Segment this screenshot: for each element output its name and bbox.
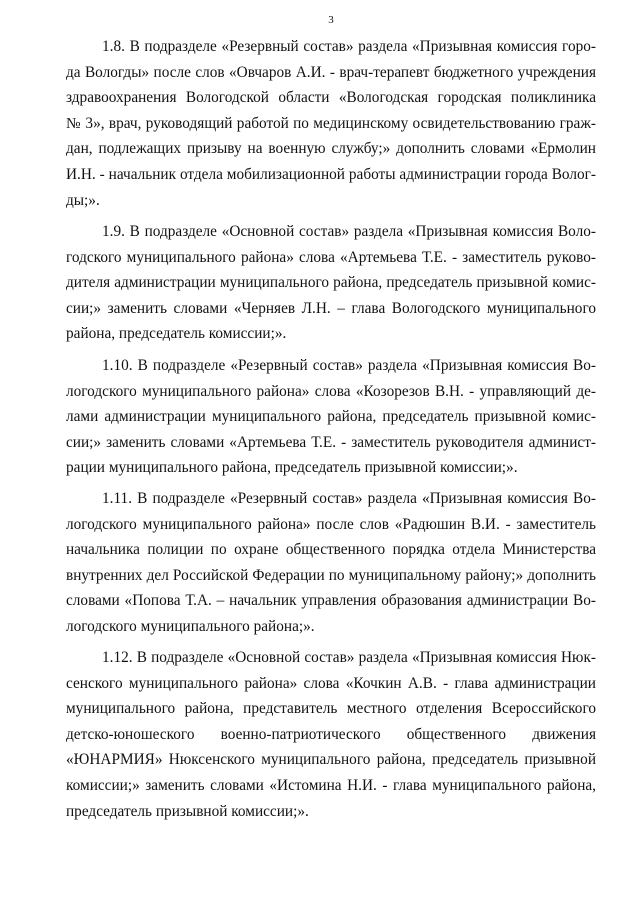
text-line: годского муниципального района» слова «Артемьева Т.Е. - заместитель руково- — [66, 248, 596, 266]
page-number: 3 — [328, 14, 334, 26]
text-line: словами «Попова Т.А. – начальник управления образования администрации Во- — [66, 592, 596, 610]
text-line: логодского муниципального района» слова «Козорезов В.Н. - управляющий де- — [66, 382, 596, 400]
text-line: 1.8. В подразделе «Резервный состав» раздела «Призывная комиссия горо- — [102, 38, 596, 55]
text-line: сии;» заменить словами «Черняев Л.Н. – глава Вологодского муниципального — [66, 299, 596, 317]
text-line: ды;». — [66, 191, 100, 209]
text-line: сенского муниципального района» слова «Кочкин А.В. - глава администрации — [66, 674, 596, 692]
text-line: И.Н. - начальник отдела мобилизационной работы администрации города Волог- — [66, 165, 596, 183]
text-line: 1.12. В подразделе «Основной состав» раздела «Призывная комиссия Нюк- — [102, 649, 596, 666]
text-line: 1.9. В подразделе «Основной состав» раздела «Призывная комиссия Воло- — [102, 223, 596, 240]
paragraph-1-8 — [66, 34, 596, 213]
paragraph-1-9 — [66, 219, 596, 347]
paragraph-1-11 — [66, 486, 596, 640]
text-line: района, председатель комиссии;». — [66, 325, 287, 343]
text-line: 1.11. В подразделе «Резервный состав» раздела «Призывная комиссия Во- — [102, 490, 596, 507]
text-line: № 3», врач, руководящий работой по медицинскому освидетельствованию граж- — [66, 114, 596, 132]
text-line: лами администрации муниципального района, председатель призывной комис- — [66, 408, 596, 426]
text-line: дан, подлежащих призыву на военную службу;» дополнить словами «Ермолин — [66, 140, 596, 158]
text-line: логодского муниципального района» после слов «Радюшин В.И. - заместитель — [66, 515, 596, 533]
text-line: детско-юношеского военно-патриотического общественного движения — [66, 725, 596, 743]
text-line: внутренних дел Российской Федерации по муниципальному району;» дополнить — [66, 566, 596, 584]
text-line: рации муниципального района, председатель призывной комиссии;». — [66, 459, 518, 477]
text-line: «ЮНАРМИЯ» Нюксенского муниципального района, председатель призывной — [66, 751, 596, 769]
text-line: логодского муниципального района;». — [66, 617, 315, 635]
paragraph-1-10 — [66, 353, 596, 481]
text-line: да Вологды» после слов «Овчаров А.И. - врач-терапевт бюджетного учреждения — [66, 63, 596, 81]
text-line: здравоохранения Вологодской области «Вологодская городская поликлиника — [66, 89, 596, 107]
text-line: комиссии;» заменить словами «Истомина Н.И. - глава муниципального района, — [66, 776, 596, 794]
text-line: дителя администрации муниципального района, председатель призывной комис- — [66, 274, 596, 292]
text-line: председатель призывной комиссии;». — [66, 802, 309, 820]
document-page — [66, 0, 596, 905]
paragraph-1-12 — [66, 645, 596, 824]
text-line: начальника полиции по охране общественного порядка отдела Министерства — [66, 541, 596, 559]
text-line: сии;» заменить словами «Артемьева Т.Е. - заместитель руководителя админист- — [66, 433, 596, 451]
text-line: муниципального района, представитель местного отделения Всероссийского — [66, 700, 596, 718]
text-line: 1.10. В подразделе «Резервный состав» раздела «Призывная комиссия Во- — [102, 357, 596, 374]
